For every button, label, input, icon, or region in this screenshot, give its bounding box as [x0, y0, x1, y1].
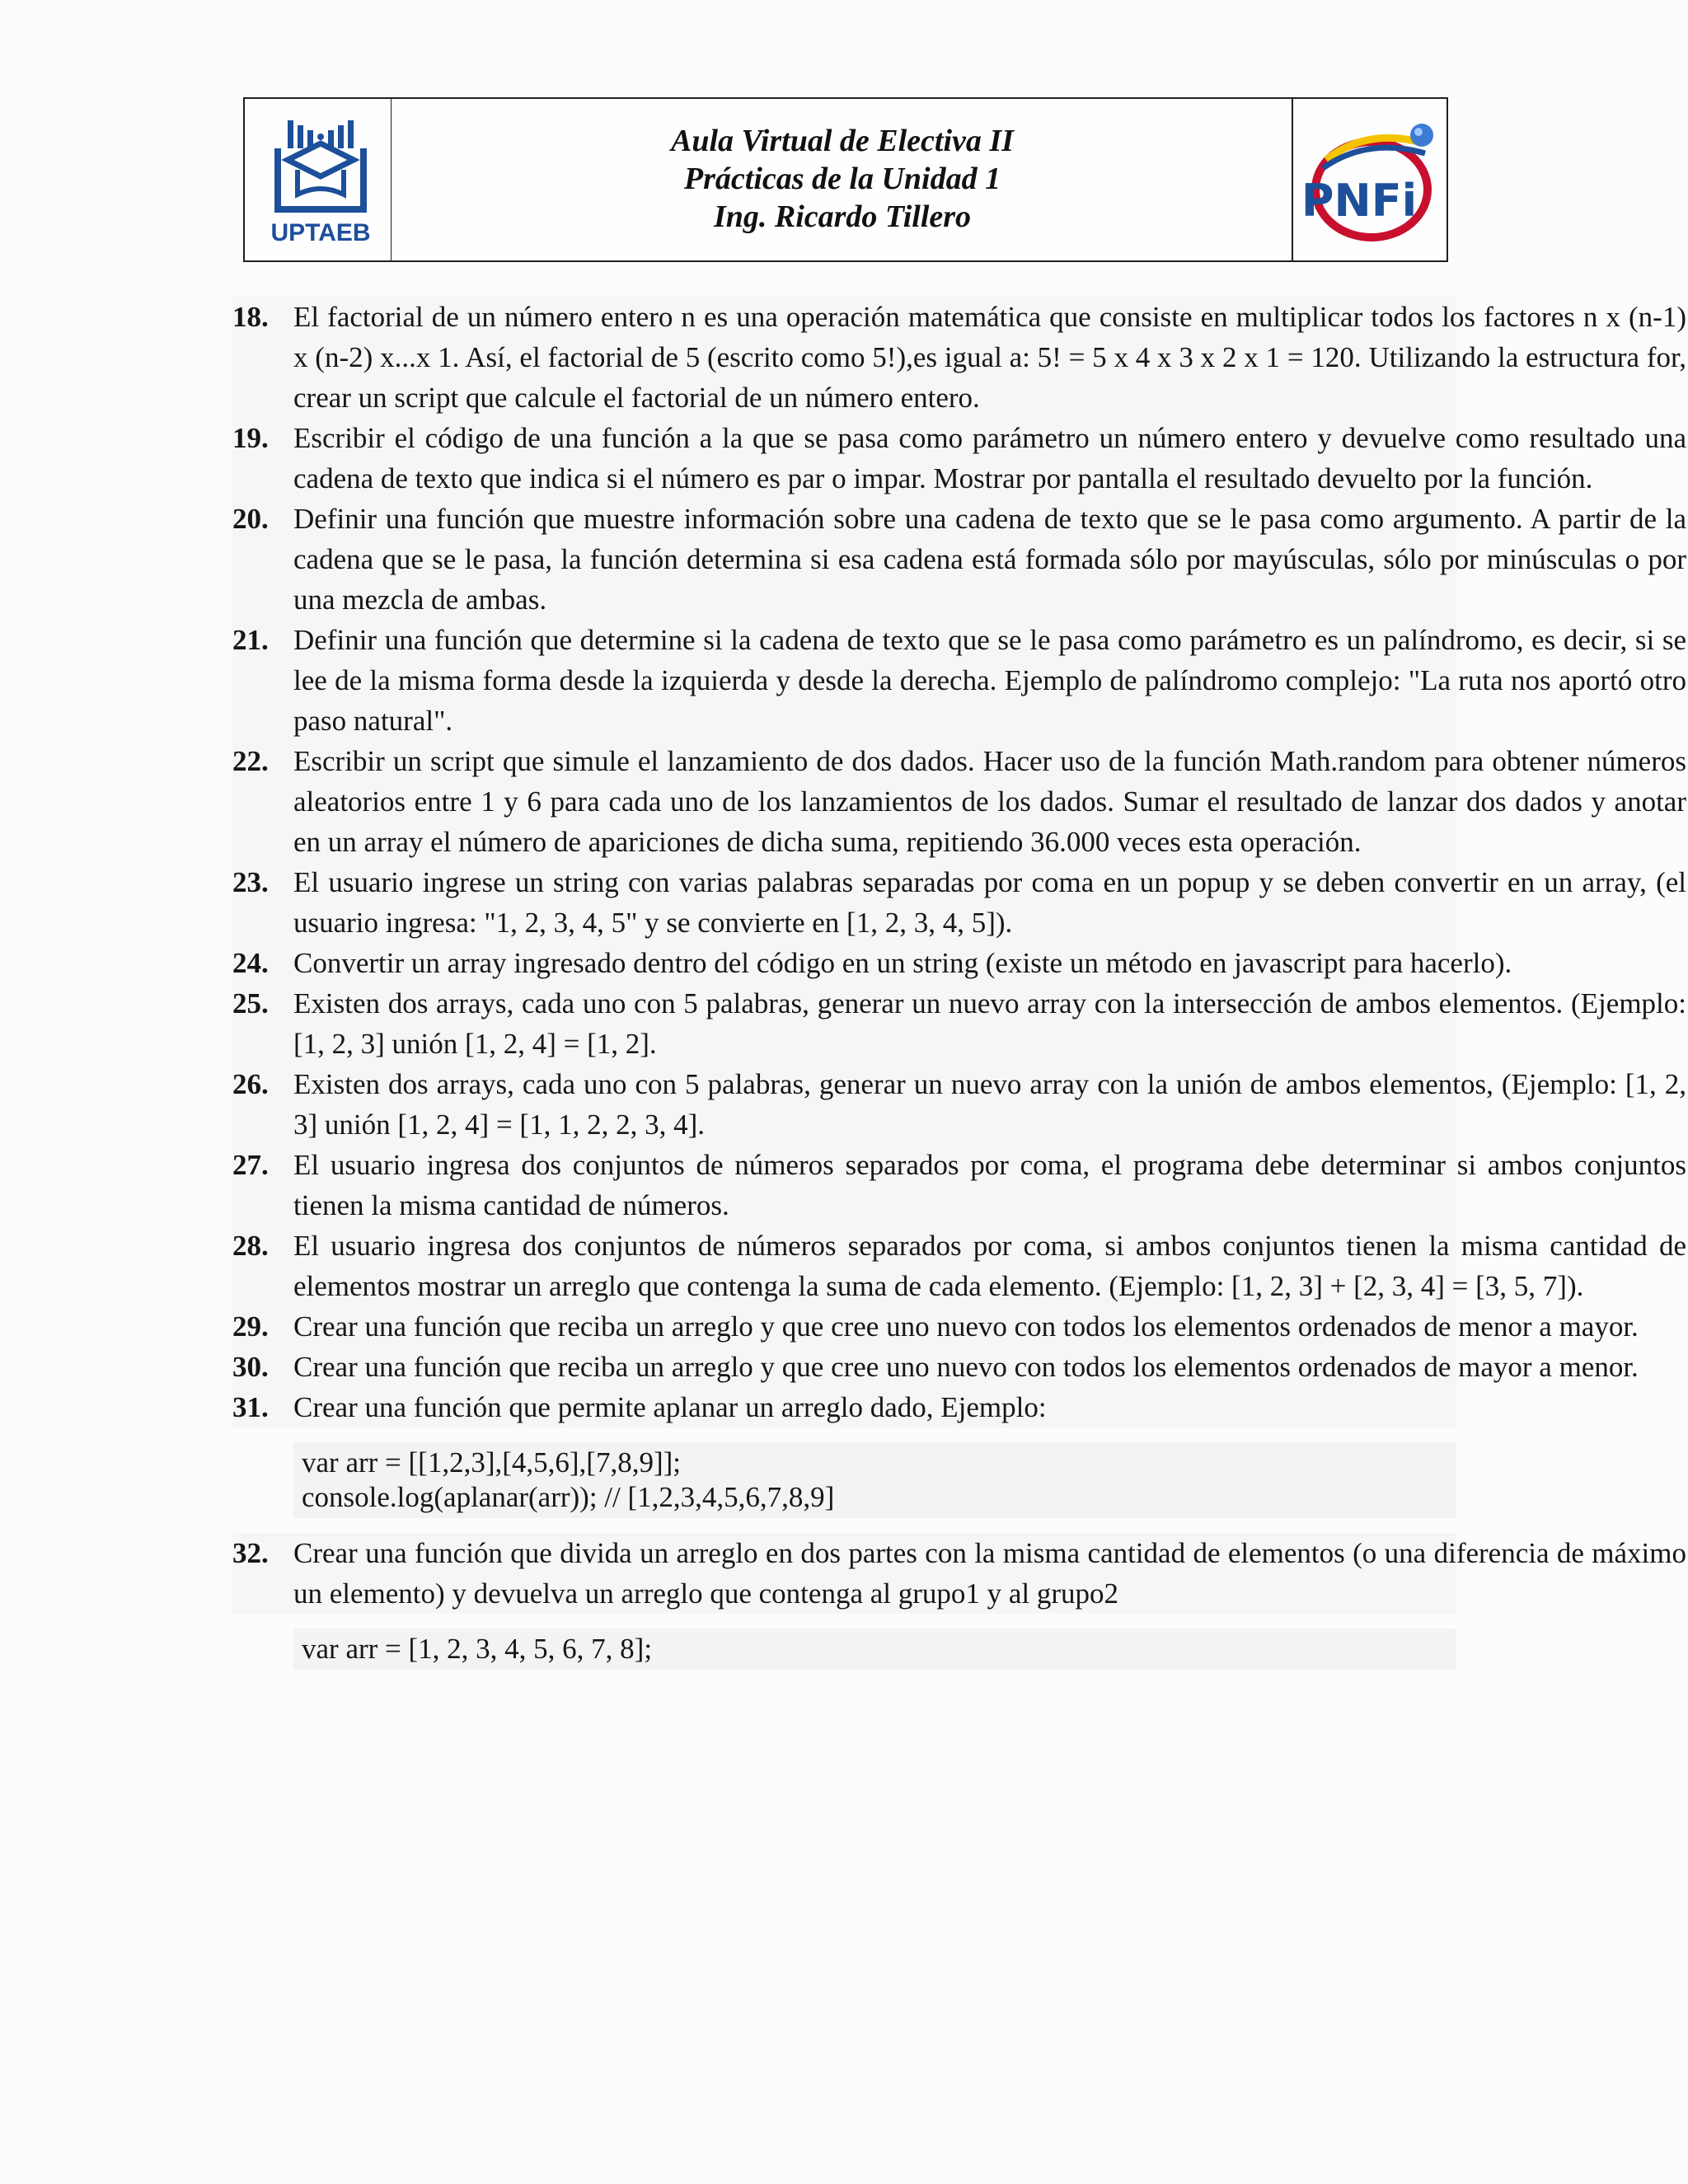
exercise-item: [232, 1347, 1639, 1387]
exercise-text: Definir una función que muestre información sobre una cadena de texto que se le pasa como argumento. A partir de la cadena que se le pasa, la función determina si esa cadena está formada sólo por mayúsculas, sólo por minúsculas o por una mezcla de ambas.: [293, 503, 1686, 616]
exercise-item: [232, 499, 1686, 620]
exercise-text: Crear una función que reciba un arreglo y que cree uno nuevo con todos los elementos ordenados de menor a mayor.: [293, 1310, 1639, 1343]
exercise-item: [232, 741, 1686, 862]
exercise-text: El usuario ingresa dos conjuntos de números separados por coma, si ambos conjuntos tienen la misma cantidad de elementos mostrar un arreglo que contenga la suma de cada elemento. (Ejemplo: [1, 2, 3] + [2, 3, 4] = [3, 5, 7]).: [293, 1230, 1686, 1302]
document-header: [243, 97, 1448, 262]
exercise-text: Existen dos arrays, cada uno con 5 palabras, generar un nuevo array con la unión de ambos elementos, (Ejemplo: [1, 2, 3] unión [1, 2, 4] = [1, 1, 2, 2, 3, 4].: [293, 1068, 1686, 1141]
header-divider-left: [391, 99, 392, 260]
exercise-item: [232, 1387, 1451, 1427]
code-line: var arr = [[1,2,3],[4,5,6],[7,8,9]];: [302, 1446, 681, 1479]
exercise-text: El factorial de un número entero n es una operación matemática que consiste en multiplicar todos los factores n x (n-1) x (n-2) x...x 1. Así, el factorial de 5 (escrito como 5!),es igual a: 5! = 5 x 4 x 3 x 2 x 1 = 120. Utilizando la estructura for, crear un script que calcule el factorial de un número entero.: [293, 301, 1686, 414]
exercise-item: [232, 297, 1686, 418]
exercise-text: El usuario ingresa dos conjuntos de números separados por coma, el programa debe determinar si ambos conjuntos tienen la misma cantidad de números.: [293, 1149, 1686, 1221]
exercise-number: 32.: [232, 1537, 269, 1569]
exercise-number: 26.: [232, 1068, 269, 1100]
exercise-number: 22.: [232, 745, 269, 777]
exercise-item-32-block: [232, 1533, 1686, 1614]
uptaeb-logo: [263, 115, 378, 247]
exercise-number: 31.: [232, 1391, 269, 1423]
header-divider-right: [1292, 99, 1293, 260]
exercise-number: 28.: [232, 1230, 269, 1262]
code-example-31: [293, 1442, 1456, 1518]
code-line: var arr = [1, 2, 3, 4, 5, 6, 7, 8];: [302, 1633, 653, 1665]
header-title-block: [393, 122, 1292, 236]
svg-text:UPTAEB: UPTAEB: [270, 219, 371, 246]
exercise-items-18-31: [232, 297, 1686, 1427]
exercise-item: [232, 1145, 1686, 1226]
exercise-text: Convertir un array ingresado dentro del código en un string (existe un método en javascript para hacerlo).: [293, 947, 1512, 979]
exercise-text: Escribir el código de una función a la que se pasa como parámetro un número entero y devuelve como resultado una cadena de texto que indica si el número es par o impar. Mostrar por pantalla el resultado devuelto por la función.: [293, 422, 1686, 494]
exercise-text: Definir una función que determine si la cadena de texto que se le pasa como parámetro es un palíndromo, es decir, si se lee de la misma forma desde la izquierda y desde la derecha. Ejemplo de palíndromo complejo: "La ruta nos aportó otro paso natural".: [293, 624, 1686, 737]
exercise-item: [232, 418, 1686, 499]
exercise-number: 20.: [232, 503, 269, 535]
exercise-number: 21.: [232, 624, 269, 656]
code-example-32: [293, 1629, 1456, 1670]
exercise-item: [232, 1064, 1686, 1145]
header-title-line-3: Ing. Ricardo Tillero: [713, 199, 972, 234]
exercise-number: 30.: [232, 1351, 269, 1383]
exercise-text: Crear una función que reciba un arreglo y que cree uno nuevo con todos los elementos ordenados de mayor a menor.: [293, 1351, 1639, 1383]
exercise-item: [232, 1306, 1639, 1347]
exercise-number: 29.: [232, 1310, 269, 1343]
exercise-text: Crear una función que divida un arreglo en dos partes con la misma cantidad de elementos (o una diferencia de máximo un elemento) y devuelva un arreglo que contenga al grupo1 y al grupo2: [293, 1537, 1686, 1610]
exercise-number: 27.: [232, 1149, 269, 1181]
exercise-number: 19.: [232, 422, 269, 454]
exercise-item: [232, 620, 1686, 741]
pnfi-logo: [1301, 110, 1442, 252]
exercise-number: 25.: [232, 987, 269, 1019]
exercise-text: El usuario ingrese un string con varias palabras separadas por coma en un popup y se deben convertir en un array, (el usuario ingresa: "1, 2, 3, 4, 5" y se convierte en [1, 2, 3, 4, 5]).: [293, 866, 1686, 939]
exercise-list: [232, 297, 1686, 1685]
exercise-item: [232, 1226, 1686, 1306]
header-title-line-1: Aula Virtual de Electiva II: [671, 124, 1014, 158]
exercise-item: [232, 983, 1686, 1064]
exercise-number: 23.: [232, 866, 269, 898]
exercise-number: 24.: [232, 947, 269, 979]
exercise-text: Existen dos arrays, cada uno con 5 palabras, generar un nuevo array con la intersección de ambos elementos. (Ejemplo: [1, 2, 3] unión [1, 2, 4] = [1, 2].: [293, 987, 1686, 1060]
exercise-item: [232, 862, 1686, 943]
exercise-item: [232, 943, 1512, 983]
exercise-item: [232, 1533, 1686, 1614]
exercise-text: Crear una función que permite aplanar un arreglo dado, Ejemplo:: [293, 1391, 1047, 1423]
svg-text:PNFi: PNFi: [1301, 175, 1418, 227]
exercise-text: Escribir un script que simule el lanzamiento de dos dados. Hacer uso de la función Math.random para obtener números aleatorios entre 1 y 6 para cada uno de los lanzamientos de los dados. Sumar el resultado de lanzar dos dados y anotar en un array el número de apariciones de dicha suma, repitiendo 36.000 veces esta operación.: [293, 745, 1686, 858]
header-title-line-2: Prácticas de la Unidad 1: [683, 162, 1001, 196]
exercise-number: 18.: [232, 301, 269, 333]
code-line: console.log(aplanar(arr)); // [1,2,3,4,5,6,7,8,9]: [302, 1481, 835, 1513]
